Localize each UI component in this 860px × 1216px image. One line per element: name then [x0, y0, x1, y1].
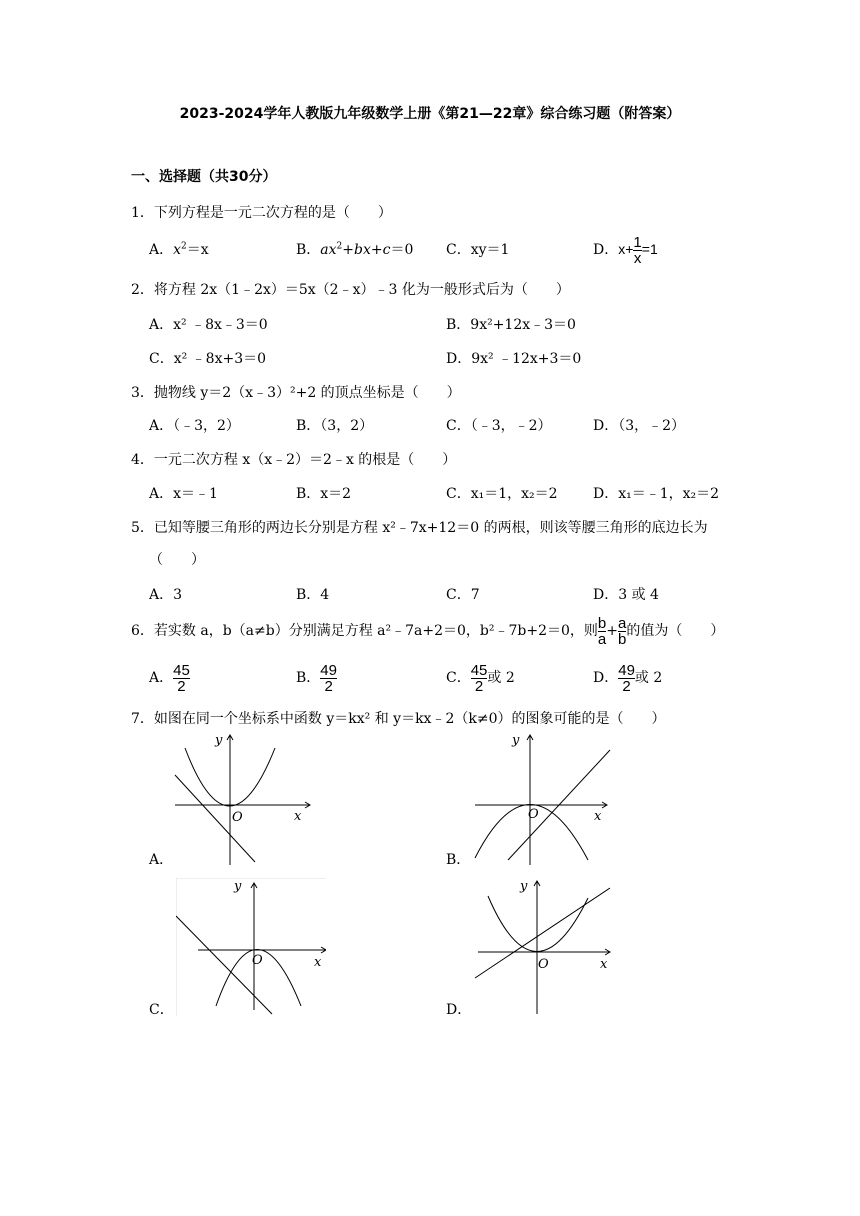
svg-text:O: O — [528, 807, 539, 822]
q6-frac-b-over-a: $\frac{b}{a}$ — [597, 614, 607, 648]
svg-text:x: x — [594, 809, 602, 824]
svg-text:y: y — [234, 879, 242, 894]
q2-option-c[interactable]: C．x² ﹣8x+3＝0 — [149, 351, 267, 367]
question-5-stem: 5．已知等腰三角形的两边长分别是方程 x²﹣7x+12＝0 的两根，则该等腰三角形的底边长为 — [131, 520, 708, 536]
q5-option-c[interactable]: C．7 — [446, 587, 480, 603]
q7-graph-d[interactable] — [470, 876, 615, 1016]
svg-text:x: x — [294, 809, 302, 824]
q2-option-a[interactable]: A．x² ﹣8x﹣3＝0 — [149, 317, 268, 333]
q1-option-a[interactable]: A．$x^2=x$ — [149, 241, 209, 258]
q6-option-d[interactable]: D． $\frac{49}{2}$ 或 2 — [593, 661, 663, 695]
q4-option-d[interactable]: D．x₁＝﹣1，x₂＝2 — [593, 486, 720, 502]
question-2-stem: 2．将方程 2x（1﹣2x）＝5x（2﹣x）﹣3 化为一般形式后为（ ） — [131, 282, 570, 298]
question-5-stem-cont: （ ） — [149, 552, 205, 568]
q3-option-b[interactable]: B．（3，2） — [296, 418, 374, 434]
question-4-stem: 4．一元二次方程 x（x﹣2）＝2﹣x 的根是（ ） — [131, 452, 457, 468]
svg-text:O: O — [232, 810, 243, 825]
svg-text:y: y — [512, 733, 520, 748]
q1-option-d[interactable]: D．x+ $\frac{1}{x}$ =1 — [593, 233, 658, 267]
q7-option-a[interactable]: A． — [149, 852, 174, 868]
q1-d-fraction: $\frac{1}{x}$ — [633, 233, 642, 267]
q7-graph-b[interactable] — [470, 730, 615, 870]
svg-text:x: x — [600, 957, 608, 972]
q6-frac-a-over-b: $\frac{a}{b}$ — [617, 614, 627, 648]
q4-option-b[interactable]: B．x＝2 — [296, 486, 352, 502]
page-title: 2023-2024学年人教版九年级数学上册《第21—22章》综合练习题（附答案） — [179, 106, 681, 122]
q7-option-d[interactable]: D． — [446, 1002, 472, 1018]
q5-option-a[interactable]: A．3 — [149, 587, 183, 603]
svg-text:O: O — [538, 957, 549, 972]
q3-option-d[interactable]: D．（3，﹣2） — [593, 418, 686, 434]
q1-option-c[interactable]: C．xy＝1 — [446, 242, 510, 258]
q2-option-b[interactable]: B．9x²+12x﹣3＝0 — [446, 317, 576, 333]
q1-option-b[interactable]: B．$ax^2+bx+c=0$ — [296, 241, 414, 258]
q6-option-c[interactable]: C． $\frac{45}{2}$ 或 2 — [446, 661, 515, 695]
question-7-stem: 7．如图在同一个坐标系中函数 y＝kx² 和 y＝kx﹣2（k≠0）的图象可能的是（ ） — [131, 711, 666, 727]
section-heading: 一、选择题（共30分） — [131, 169, 277, 185]
question-6-stem: 6．若实数 a，b（a≠b）分别满足方程 a²﹣7a+2＝0，b²﹣7b+2＝0，则 $\frac{b}{a}$ + $\frac{a}{b}$ 的值为（ ） — [131, 614, 725, 648]
q7-graph-c[interactable] — [176, 878, 326, 1016]
svg-text:y: y — [520, 879, 528, 894]
q7-option-c[interactable]: C． — [149, 1002, 174, 1018]
q4-option-a[interactable]: A．x＝﹣1 — [149, 486, 218, 502]
q6-option-a[interactable]: A． $\frac{45}{2}$ — [149, 661, 190, 695]
q4-option-c[interactable]: C．x₁＝1，x₂＝2 — [446, 486, 558, 502]
q2-option-d[interactable]: D．9x² ﹣12x+3＝0 — [446, 351, 582, 367]
q5-option-d[interactable]: D．3 或 4 — [593, 587, 659, 603]
q6-option-b[interactable]: B． $\frac{49}{2}$ — [296, 661, 337, 695]
q5-option-b[interactable]: B．4 — [296, 587, 330, 603]
question-1-stem: 1．下列方程是一元二次方程的是（ ） — [131, 205, 392, 221]
q3-option-c[interactable]: C．（﹣3，﹣2） — [446, 418, 552, 434]
svg-text:y: y — [215, 733, 223, 748]
q3-option-a[interactable]: A．（﹣3，2） — [149, 418, 240, 434]
q7-option-b[interactable]: B． — [446, 852, 471, 868]
svg-text:O: O — [252, 953, 263, 968]
question-3-stem: 3．抛物线 y＝2（x﹣3）²+2 的顶点坐标是（ ） — [131, 385, 461, 401]
q7-graph-a[interactable] — [170, 730, 315, 870]
svg-text:x: x — [314, 955, 322, 970]
